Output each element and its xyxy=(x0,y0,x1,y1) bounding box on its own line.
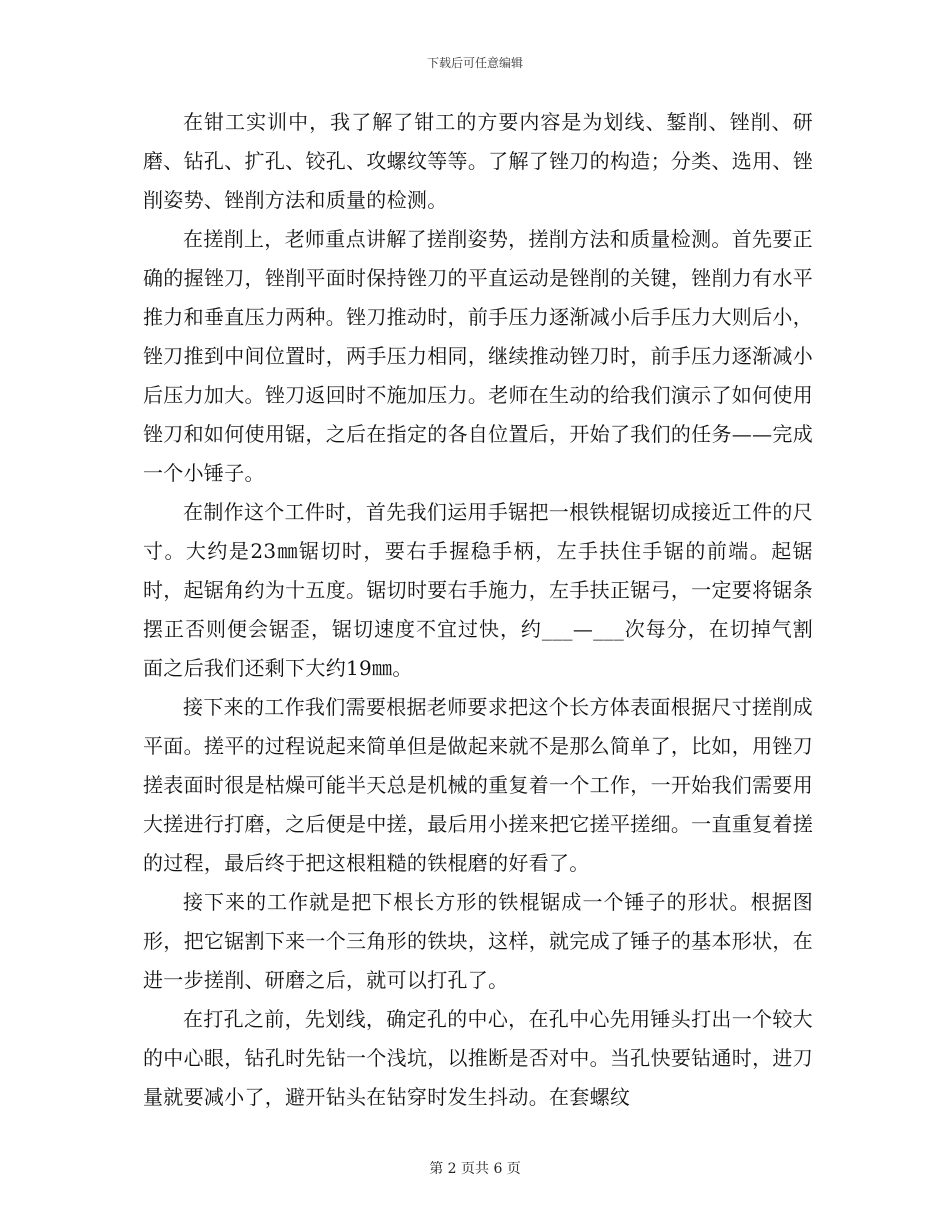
paragraph: 在搓削上，老师重点讲解了搓削姿势，搓削方法和质量检测。首先要正确的握锉刀，锉削平面时保持锉刀的平直运动是锉削的关键，锉削力有水平推力和垂直压力两种。锉刀推动时，前手压力逐渐减小后手压力大则后小，锉刀推到中间位置时，两手压力相同，继续推动锉刀时，前手压力逐渐减小后压力加大。锉刀返回时不施加压力。老师在生动的给我们演示了如何使用锉刀和如何使用锯，之后在指定的各自位置后，开始了我们的任务——完成一个小锤子。 xyxy=(143,227,813,485)
page-number-footer: 第 2 页共 6 页 xyxy=(429,1161,521,1177)
document-body xyxy=(143,103,813,1117)
page-header: 下载后可任意编辑 xyxy=(426,56,523,70)
paragraph: 在钳工实训中，我了解了钳工的方要内容是为划线、錾削、锉削、研磨、钻孔、扩孔、铰孔、攻螺纹等等。了解了锉刀的构造；分类、选用、锉削姿势、锉削方法和质量的检测。 xyxy=(143,110,813,212)
paragraph: 接下来的工作就是把下根长方形的铁棍锯成一个锤子的形状。根据图形，把它锯割下来一个三角形的铁块，这样，就完成了锤子的基本形状，在进一步搓削、研磨之后，就可以打孔了。 xyxy=(143,890,813,992)
paragraph: 接下来的工作我们需要根据老师要求把这个长方体表面根据尺寸搓削成平面。搓平的过程说起来简单但是做起来就不是那么简单了，比如，用锉刀搓表面时很是枯燥可能半天总是机械的重复着一个工作，一开始我们需要用大搓进行打磨，之后便是中搓，最后用小搓来把它搓平搓细。一直重复着搓的过程，最后终于把这根粗糙的铁棍磨的好看了。 xyxy=(143,695,813,875)
paragraph: 在打孔之前，先划线，确定孔的中心，在孔中心先用锤头打出一个较大的中心眼，钻孔时先钻一个浅坑，以推断是否对中。当孔快要钻通时，进刀量就要减小了，避开钻头在钻穿时发生抖动。在套螺纹 xyxy=(143,1007,813,1109)
paragraph: 在制作这个工件时，首先我们运用手锯把一根铁棍锯切成接近工件的尺寸。大约是23㎜锯切时，要右手握稳手柄，左手扶住手锯的前端。起锯时，起锯角约为十五度。锯切时要右手施力，左手扶正锯弓，一定要将锯条摆正否则便会锯歪，锯切速度不宜过快，约___—___次每分，在切掉气割面之后我们还剩下大约19㎜。 xyxy=(143,500,813,680)
